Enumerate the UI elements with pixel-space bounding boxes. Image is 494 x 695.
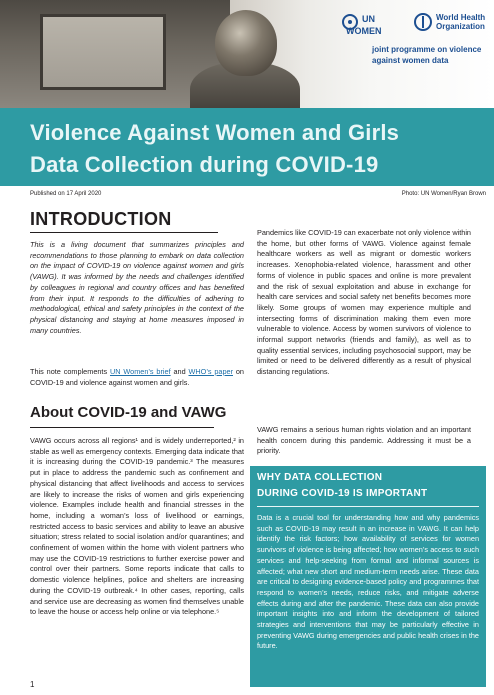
title-line-2: Data Collection during COVID-19 [30, 152, 379, 177]
who-label: World Health Organization [436, 13, 486, 31]
why-data-heading-line-1: WHY DATA COLLECTION [257, 472, 383, 483]
introduction-paragraph: This is a living document that summarizes principles and recommendations to those planning to embark on data collection on the impact of COVID-19 on violence against women and girls (VAWG). It was informed by the needs and challenges identified by colleagues in regional and country offices and has benefited from their input. It responds to the difficulties of adhering to methodological, ethical and safety principles in the context of the physical distancing and staying at home measures imposed in many countries. [30, 240, 244, 335]
why-data-rule [257, 506, 479, 507]
photo-window [40, 14, 166, 90]
why-data-heading-line-2: DURING COVID-19 IS IMPORTANT [257, 488, 428, 499]
women-label: WOMEN [346, 26, 382, 36]
priority-paragraph: VAWG remains a serious human rights violation and an important health concern during this pandemic. Addressing it must be a priority. [257, 425, 471, 456]
why-data-paragraph: Data is a crucial tool for understanding how and why pandemics such as COVID-19 may result in an increase in VAWG. It can help identify the risk factors; how availability of services for women survivors of violence is being affected; how women’s access to such services and help-seeking from formal and informal sources is affected; what new short and medium-term needs arise. These data are critical to designing evidence-based policy and programmes that respond to women’s needs, reduce risks, and mitigate adverse effects during and after the pandemic. These data can also provide important insights into and inform the development of tailored strategies and interventions that may be particularly effective in preventing VAWG during emergencies and public health crises in the future. [257, 513, 479, 651]
partner-logos [342, 10, 492, 70]
title-banner [0, 108, 494, 186]
why-data-heading [257, 470, 467, 502]
complements-paragraph [30, 367, 244, 388]
joint-programme-label: joint programme on violence against women data [372, 45, 482, 65]
complements-text-mid: and [170, 367, 189, 376]
un-women-brief-link[interactable]: UN Women’s brief [109, 367, 171, 376]
complements-text-pre: This note complements [30, 367, 110, 376]
about-rule [30, 427, 214, 428]
photo-credit: Photo: UN Women/Ryan Brown [401, 191, 486, 197]
pandemics-paragraph: Pandemics like COVID-19 can exacerbate not only violence within the home, but other forms of VAWG. Violence against female healthcare workers as well as migrant or domestic workers increases. Xenophobia-related violence, harassment and other forms of violence in public spaces and online is more prevalent and the risk of sexual exploitation and abuse in exchange for health care services and social safety net benefits becomes more likely. Some groups of women may experience multiple and intersecting forms of discrimination making them even more vulnerable to violence. Access by women survivors of violence to informal support networks (friends and family), as well as to quality essential services, including psychosocial support, may be limited or need to be delivered differently as a result of physical distancing regulations. [257, 228, 471, 377]
complements-text-post: on COVID-19 and violence against women and girls. [30, 367, 244, 387]
about-paragraph: VAWG occurs across all regions¹ and is widely underreported,² in stable as well as emergency contexts. Emerging data indicate that it is increasing during the COVID-19 pandemic.³ The measures put in place to address the pandemic such as confinement and physical distancing that affect livelihoods and access to services are likely to increase the risks of women and girls experiencing violence. Examples include health and financial stresses in the home, including a woman’s loss of livelihood or earnings, restricted access to basic services and ability to leave an abusive situation; stress related to social isolation and/or quarantines; and confinement of women within the home with violent partners who may use the COVID-19 restrictions to further exercise power and control over their partners. Some reports indicate that calls to domestic violence helplines, police and shelters are increasing during the COVID-19 outbreak.⁴ In other cases, reporting, calls and service use are decreasing as women find themselves unable to leave the house or access help online or via telephone.⁵ [30, 436, 244, 617]
un-label: UN [362, 14, 375, 24]
photo-person-head [215, 10, 277, 76]
published-date: Published on 17 April 2020 [30, 191, 102, 197]
introduction-rule [30, 232, 218, 233]
who-paper-link[interactable]: WHO’s paper [188, 367, 233, 376]
page-number: 1 [30, 680, 35, 689]
who-emblem-icon [414, 13, 432, 31]
title-line-1: Violence Against Women and Girls [30, 120, 400, 145]
introduction-heading: INTRODUCTION [30, 209, 172, 229]
about-heading: About COVID-19 and VAWG [30, 404, 227, 421]
